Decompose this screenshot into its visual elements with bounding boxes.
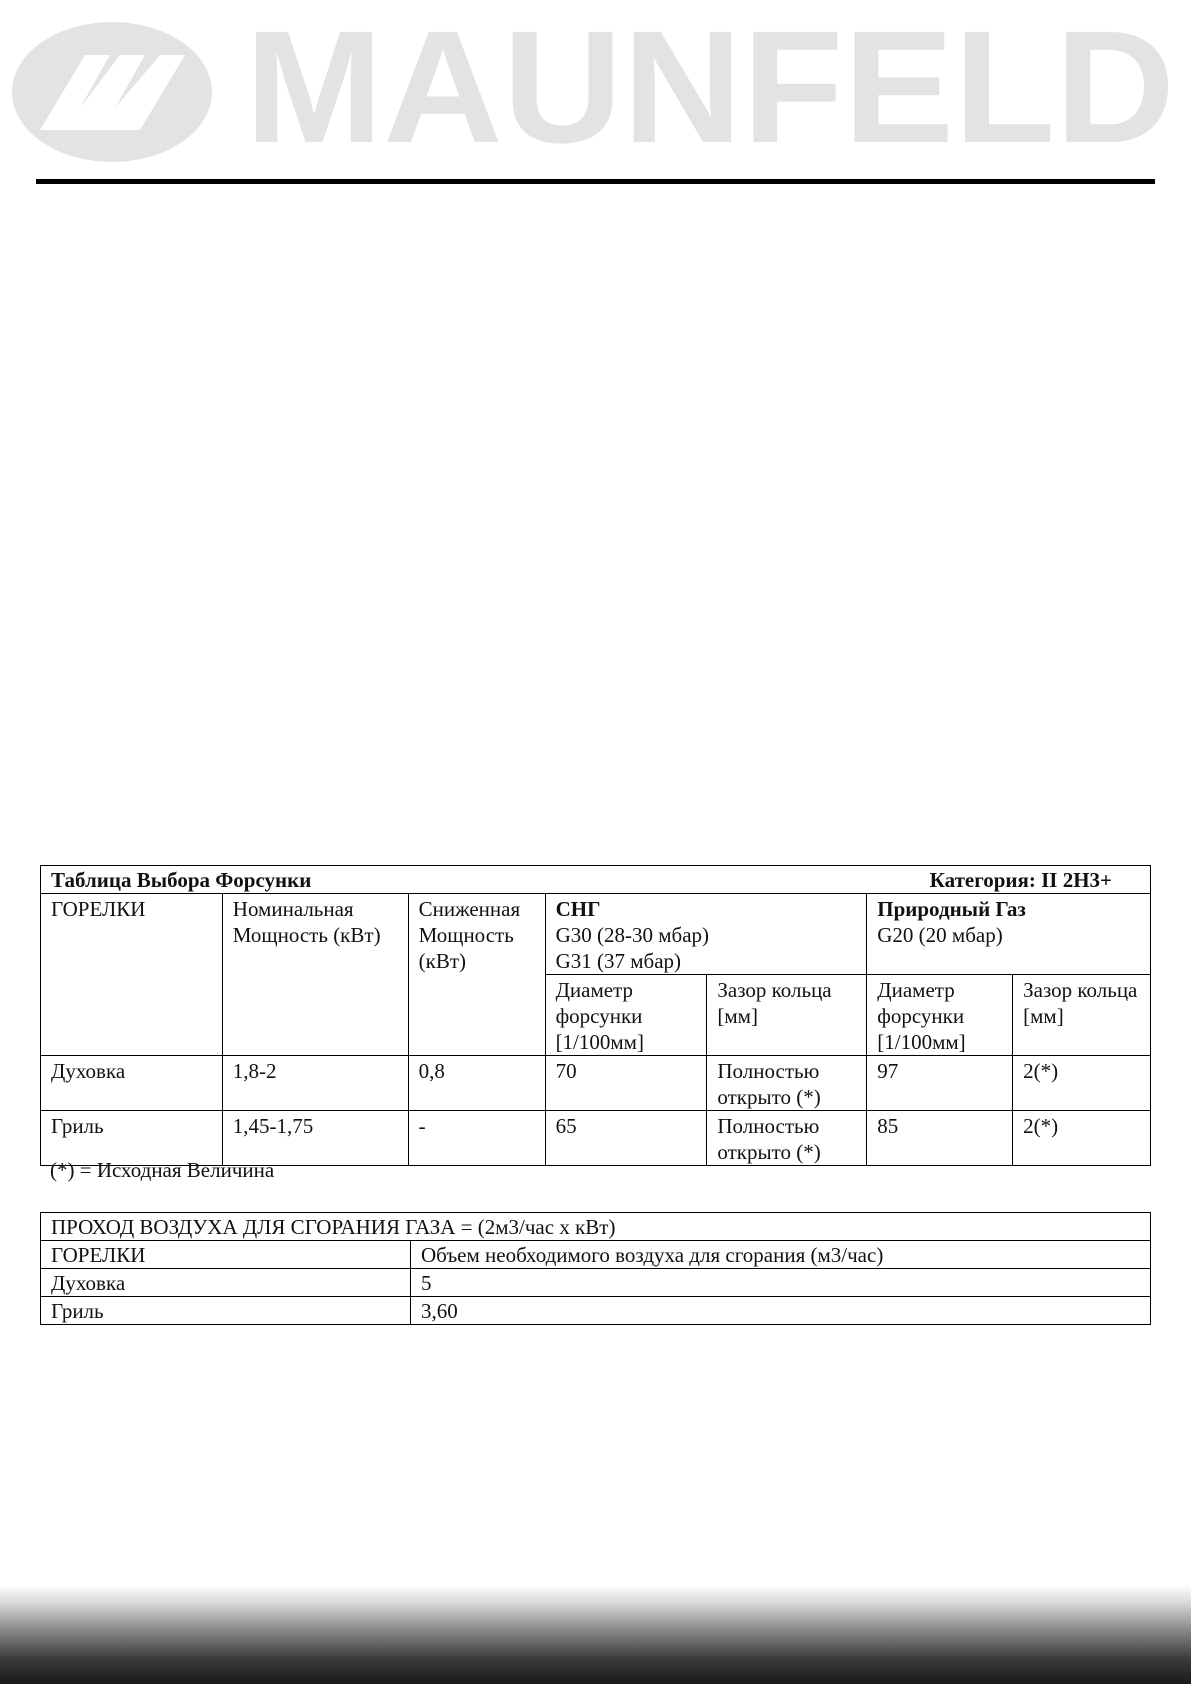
header-ng-gap: Зазор кольца [мм] [1013,975,1151,1056]
header-ng-title: Природный Газ [877,897,1026,921]
table-title-cell [41,866,1151,894]
air-title-row [41,1213,1151,1241]
header-lpg-title: СНГ [555,897,601,921]
table-title-row [41,866,1151,894]
logo-wordmark: MAUNFELD [245,0,1175,175]
table-category: Категория: II 2H3+ [929,868,1112,892]
header-ng-g20: G20 (20 мбар) [877,923,1003,947]
table-title: Таблица Выбора Форсунки [51,868,312,892]
row-lpg-gap: Полностью открыто (*) [707,1056,867,1111]
row-burner: Гриль [41,1111,223,1166]
row-lpg-diameter: 70 [545,1056,707,1111]
logo-emblem-icon [12,22,212,162]
air-header-burners: ГОРЕЛКИ [41,1241,411,1269]
row-ng-diameter: 85 [867,1111,1013,1166]
table-row [41,1297,1151,1325]
air-row-volume: 5 [411,1269,1151,1297]
table-row [41,1056,1151,1111]
row-burner: Духовка [41,1056,223,1111]
header-lpg-gap: Зазор кольца [мм] [707,975,867,1056]
combustion-air-table [40,1212,1151,1325]
header-ng-diameter: Диаметр форсунки [1/100мм] [867,975,1013,1056]
header-lpg [545,894,867,975]
air-row-burner: Духовка [41,1269,411,1297]
air-header-volume: Объем необходимого воздуха для сгорания (м3/час) [411,1241,1151,1269]
header-nominal: Номинальная Мощность (кВт) [222,894,408,1056]
air-header-row [41,1241,1151,1269]
header-lpg-g31: G31 (37 мбар) [555,949,682,973]
header-burners: ГОРЕЛКИ [41,894,223,1056]
logo-graphic [0,0,1191,175]
air-row-burner: Гриль [41,1297,411,1325]
row-nominal: 1,8-2 [222,1056,408,1111]
row-ng-gap: 2(*) [1013,1056,1151,1111]
air-table-title: ПРОХОД ВОЗДУХА ДЛЯ СГОРАНИЯ ГАЗА = (2м3/час х кВт) [41,1213,1151,1241]
row-reduced: - [408,1111,545,1166]
header-lpg-diameter: Диаметр форсунки [1/100мм] [545,975,707,1056]
air-row-volume: 3,60 [411,1297,1151,1325]
injector-selection-table [40,865,1151,1166]
row-ng-diameter: 97 [867,1056,1013,1111]
row-lpg-diameter: 65 [545,1111,707,1166]
header-lpg-g30: G30 (28-30 мбар) [555,923,710,947]
brand-logo [0,0,1191,175]
header-reduced: Сниженная Мощность (кВт) [408,894,545,1056]
table-footnote: (*) = Исходная Величина [50,1158,275,1182]
row-ng-gap: 2(*) [1013,1111,1151,1166]
row-reduced: 0,8 [408,1056,545,1111]
table-row [41,1269,1151,1297]
header-row-1 [41,894,1151,975]
header-rule [36,179,1155,184]
header-ng [867,894,1151,975]
row-lpg-gap: Полностью открыто (*) [707,1111,867,1166]
footer-gradient [0,1585,1191,1684]
row-nominal: 1,45-1,75 [222,1111,408,1166]
